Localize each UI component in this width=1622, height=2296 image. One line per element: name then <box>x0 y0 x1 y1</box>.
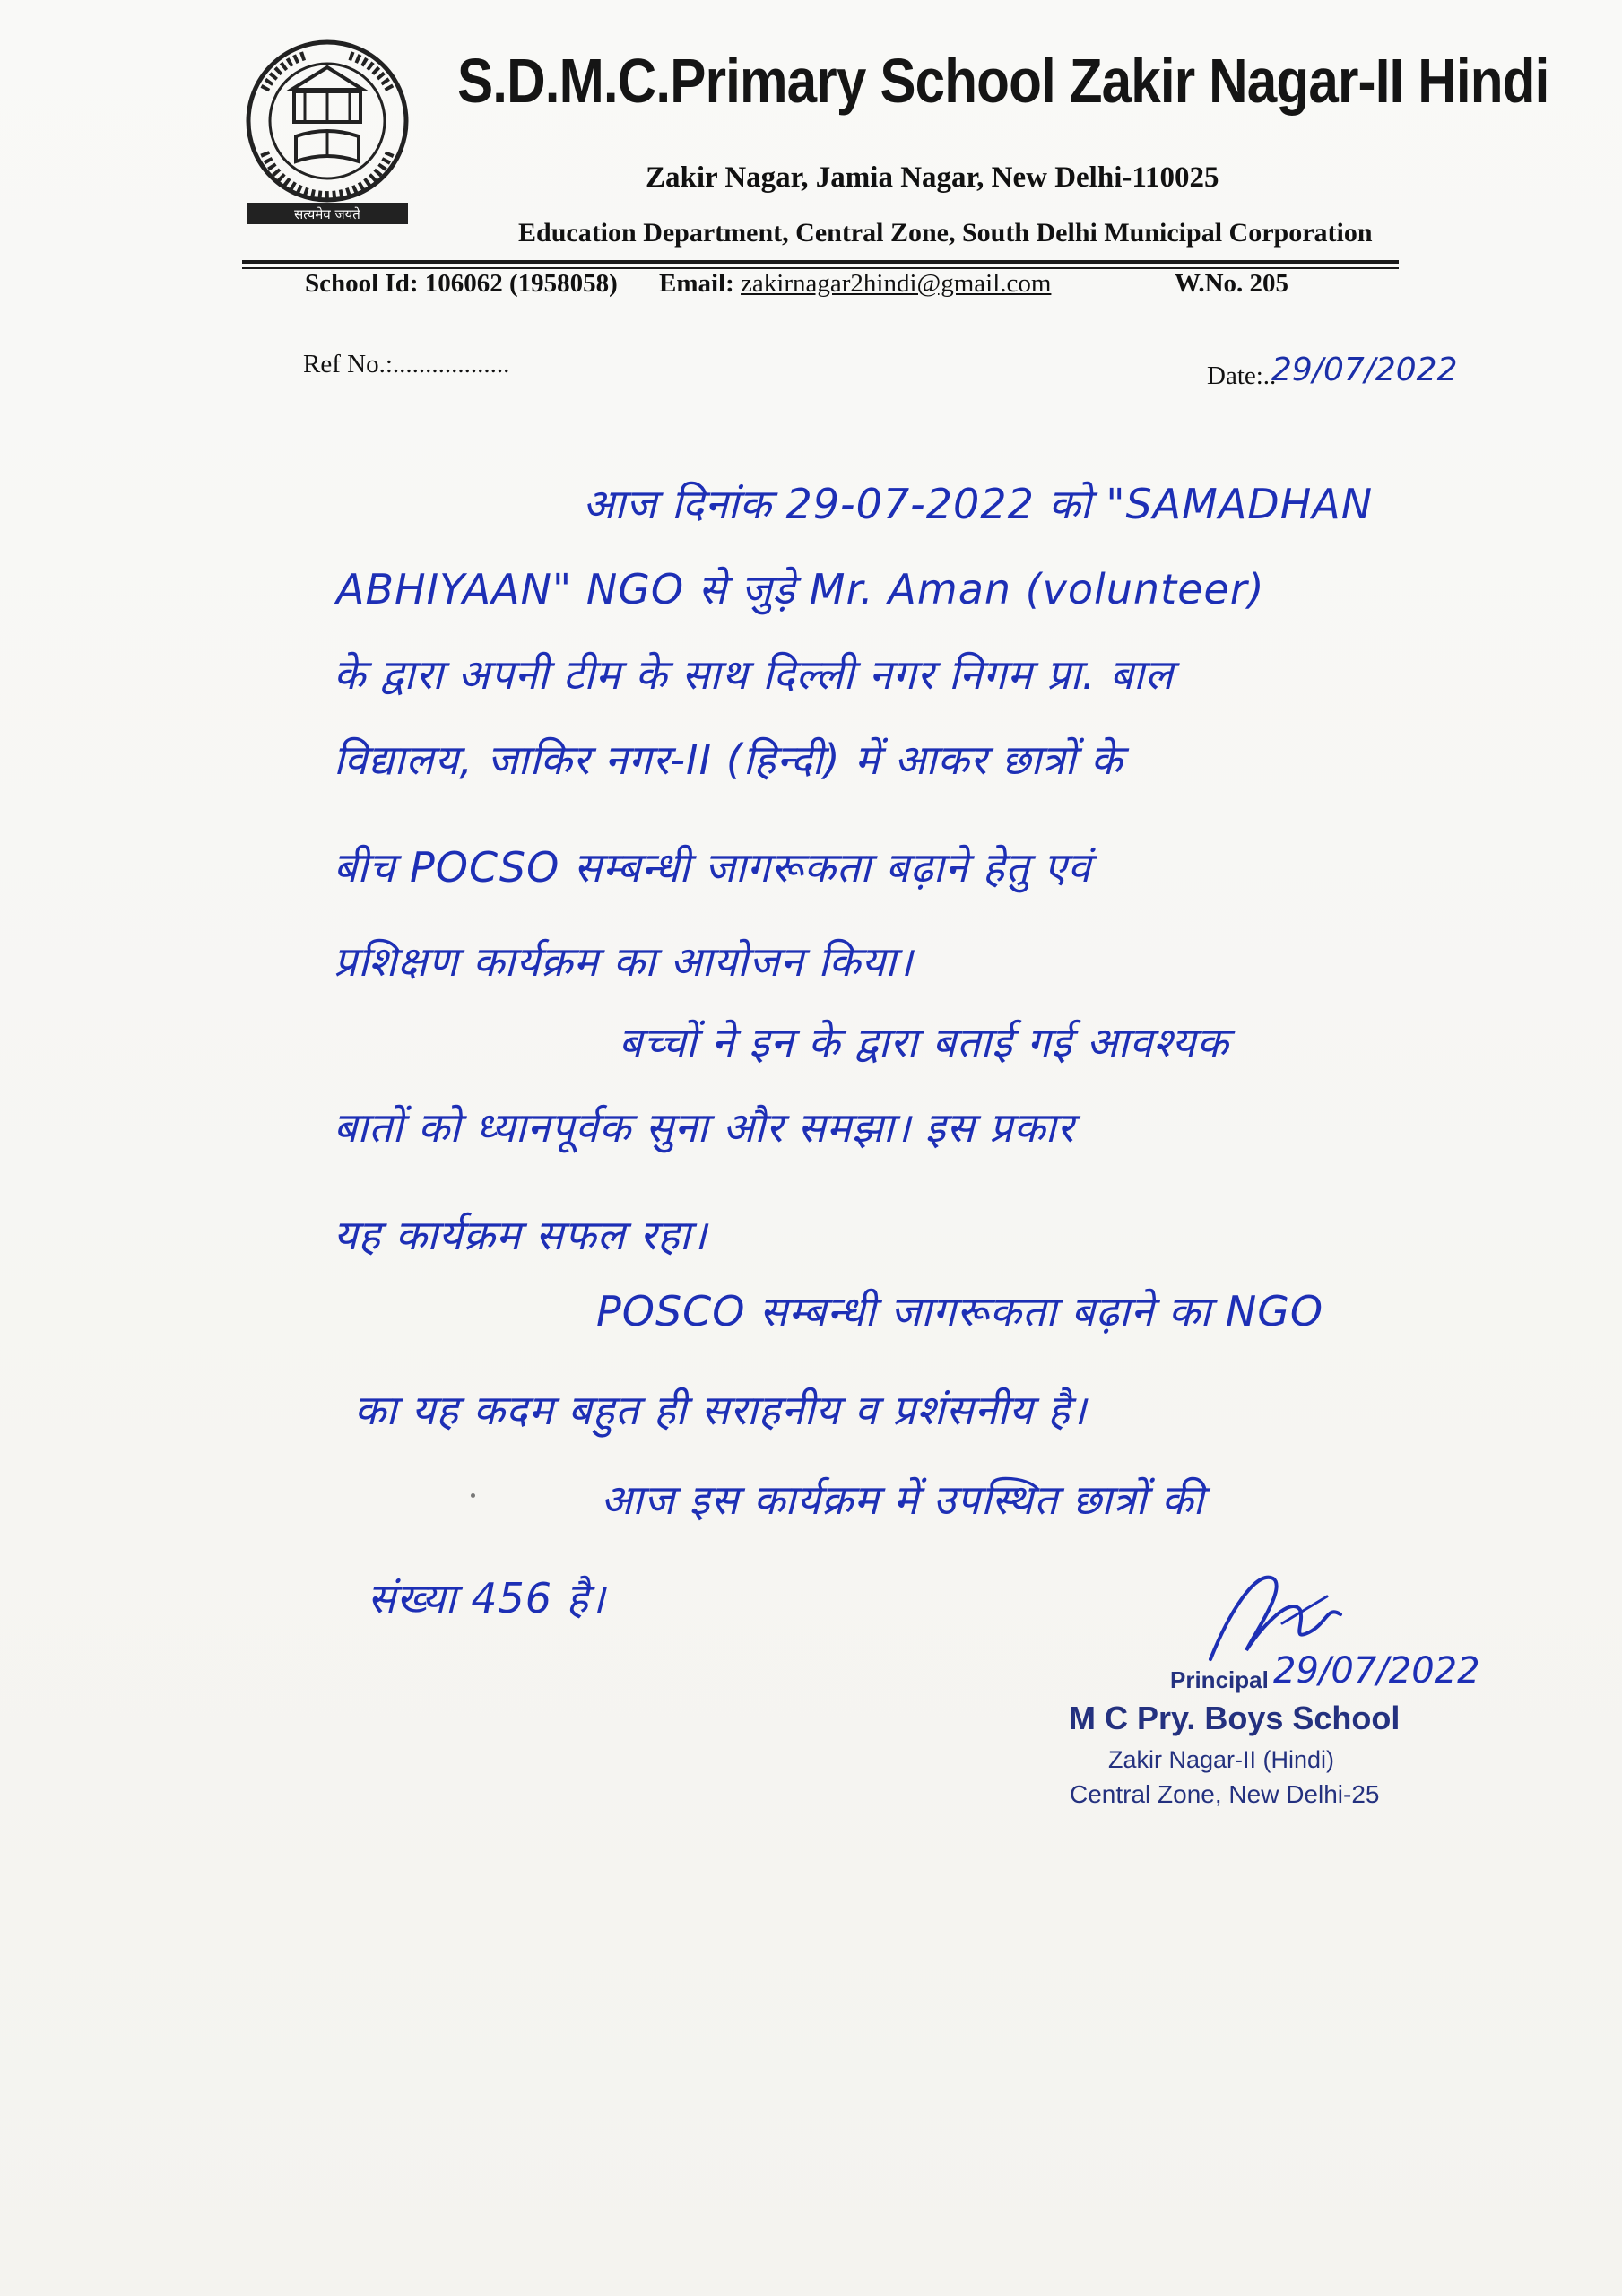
email-label: Email: <box>659 269 734 298</box>
body-line-1: आज दिनांक 29-07-2022 को "SAMADHAN <box>583 480 1374 528</box>
ward-number: W.No. 205 <box>1175 269 1289 298</box>
school-name-heading: S.D.M.C.Primary School Zakir Nagar-II Hindi <box>457 46 1549 116</box>
body-line-4: विद्यालय, जाकिर नगर-II (हिन्दी) में आकर छात्रों के <box>334 735 1123 784</box>
body-line-6: प्रशिक्षण कार्यक्रम का आयोजन किया। <box>334 937 914 986</box>
school-emblem-logo <box>242 36 412 229</box>
body-line-7: बच्चों ने इन के द्वारा बताई गई आवश्यक <box>619 1018 1229 1066</box>
body-line-10: POSCO सम्बन्धी जागरूकता बढ़ाने का NGO <box>596 1287 1324 1335</box>
header-rule-thick <box>242 260 1399 264</box>
school-id: School Id: 106062 (1958058) <box>305 269 618 298</box>
body-line-2: ABHIYAAN" NGO से जुड़े Mr. Aman (volunteer) <box>336 565 1265 613</box>
date-value: 29/07/2022 <box>1271 352 1458 388</box>
stamp-location: Zakir Nagar-II (Hindi) <box>1108 1746 1335 1773</box>
body-line-3: के द्वारा अपनी टीम के साथ दिल्ली नगर निगम प्रा. बाल <box>334 650 1175 699</box>
body-line-5: बीच POCSO सम्बन्धी जागरूकता बढ़ाने हेतु एवं <box>334 843 1092 891</box>
stamp-school: M C Pry. Boys School <box>1069 1700 1401 1736</box>
signature-date: 29/07/2022 <box>1273 1650 1480 1692</box>
body-line-8: बातों को ध्यानपूर्वक सुना और समझा। इस प्रकार <box>334 1103 1075 1152</box>
body-line-12: आज इस कार्यक्रम में उपस्थित छात्रों की <box>601 1475 1205 1524</box>
logo-motto: सत्यमेव जयते <box>294 206 360 222</box>
stamp-title: Principal <box>1170 1666 1269 1693</box>
date-label: Date:.. <box>1207 361 1277 390</box>
department-line: Education Department, Central Zone, South Delhi Municipal Corporation <box>518 218 1373 248</box>
body-line-11: का यह कदम बहुत ही सराहनीय व प्रशंसनीय है। <box>354 1386 1088 1434</box>
body-line-9: यह कार्यक्रम सफल रहा। <box>334 1211 708 1259</box>
stamp-zone: Central Zone, New Delhi-25 <box>1070 1780 1380 1808</box>
email-block <box>659 269 1051 299</box>
email-link[interactable]: zakirnagar2hindi@gmail.com <box>741 269 1052 298</box>
body-line-13: संख्या 456 है। <box>368 1574 606 1622</box>
ref-number: Ref No.:.................. <box>303 350 510 378</box>
ink-speck <box>471 1493 475 1498</box>
school-address: Zakir Nagar, Jamia Nagar, New Delhi-110025 <box>646 161 1219 194</box>
